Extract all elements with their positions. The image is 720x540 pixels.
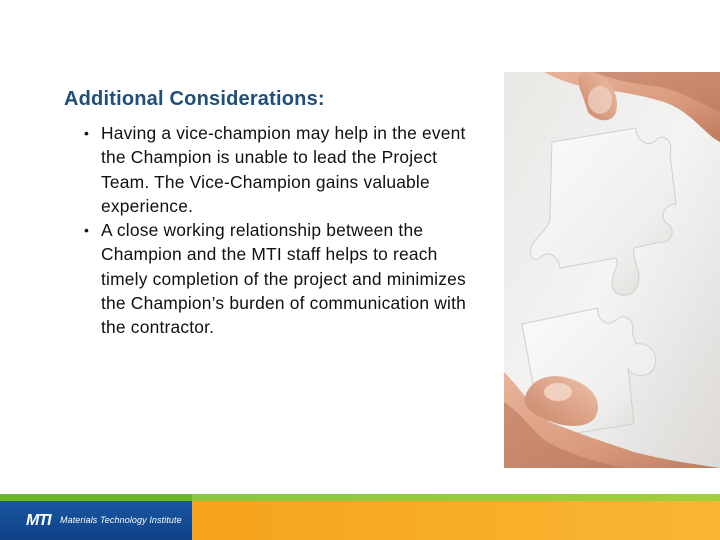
bullet-item <box>82 121 482 218</box>
footer-orange-band <box>192 501 720 540</box>
bullet-dot: • <box>84 125 90 141</box>
mti-logo-mark: MTI <box>26 512 51 529</box>
bullet-text: A close working relationship between the Champion and the MTI staff helps to reach timely completion of the project and minimizes the Champion’s burden of communication with the contractor. <box>101 220 466 338</box>
footer-bar <box>0 494 720 540</box>
bullet-list <box>82 121 482 340</box>
mti-logo-text: Materials Technology Institute <box>60 515 182 525</box>
footer-green-strip <box>192 494 720 501</box>
bullet-item <box>82 218 482 339</box>
bullet-text: Having a vice-champion may help in the event the Champion is unable to lead the Project Team. The Vice-Champion gains valuable experience. <box>101 123 466 216</box>
puzzle-pieces-photo <box>504 72 720 468</box>
footer-green-strip-left <box>0 494 192 501</box>
bullet-dot: • <box>84 222 90 239</box>
slide-heading: Additional Considerations: <box>64 88 325 110</box>
